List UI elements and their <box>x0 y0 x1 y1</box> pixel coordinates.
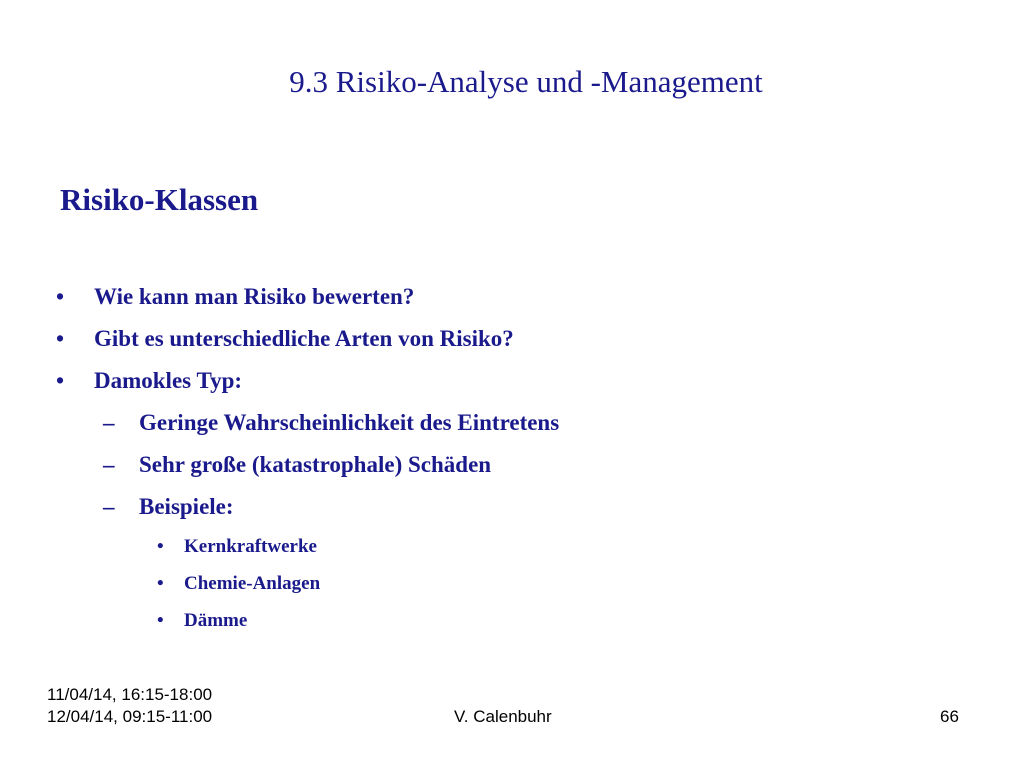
sub-sub-bullet-text: Kernkraftwerke <box>184 536 317 557</box>
bullet-text: Wie kann man Risiko bewerten? <box>94 284 415 309</box>
sub-bullet-text: Geringe Wahrscheinlichkeit des Eintretens <box>139 410 560 435</box>
bullet-marker: • <box>56 284 65 309</box>
footer-dates <box>47 684 212 728</box>
page-number: 66 <box>940 707 959 726</box>
bullet-marker: • <box>56 368 65 393</box>
footer-author: V. Calenbuhr <box>454 707 552 726</box>
slide-title: 9.3 Risiko-Analyse und -Management <box>289 64 763 99</box>
bullet-text: Damokles Typ: <box>94 368 243 393</box>
sub-sub-bullet-text: Dämme <box>184 610 248 631</box>
sub-bullet-text: Sehr große (katastrophale) Schäden <box>139 452 492 477</box>
sub-sub-bullet-text: Chemie-Anlagen <box>184 573 321 594</box>
bullet-marker: • <box>56 326 65 351</box>
sub-bullet-text: Beispiele: <box>139 494 234 519</box>
footer-date-line: 11/04/14, 16:15-18:00 <box>47 685 213 704</box>
dash-marker: – <box>103 494 115 519</box>
bullet-marker: • <box>157 610 164 631</box>
bullet-marker: • <box>157 536 164 557</box>
bullet-text: Gibt es unterschiedliche Arten von Risiko? <box>94 326 514 351</box>
dash-marker: – <box>103 452 115 477</box>
footer-date-line: 12/04/14, 09:15-11:00 <box>47 707 213 726</box>
dash-marker: – <box>103 410 115 435</box>
section-heading: Risiko-Klassen <box>60 182 259 217</box>
bullet-marker: • <box>157 573 164 594</box>
